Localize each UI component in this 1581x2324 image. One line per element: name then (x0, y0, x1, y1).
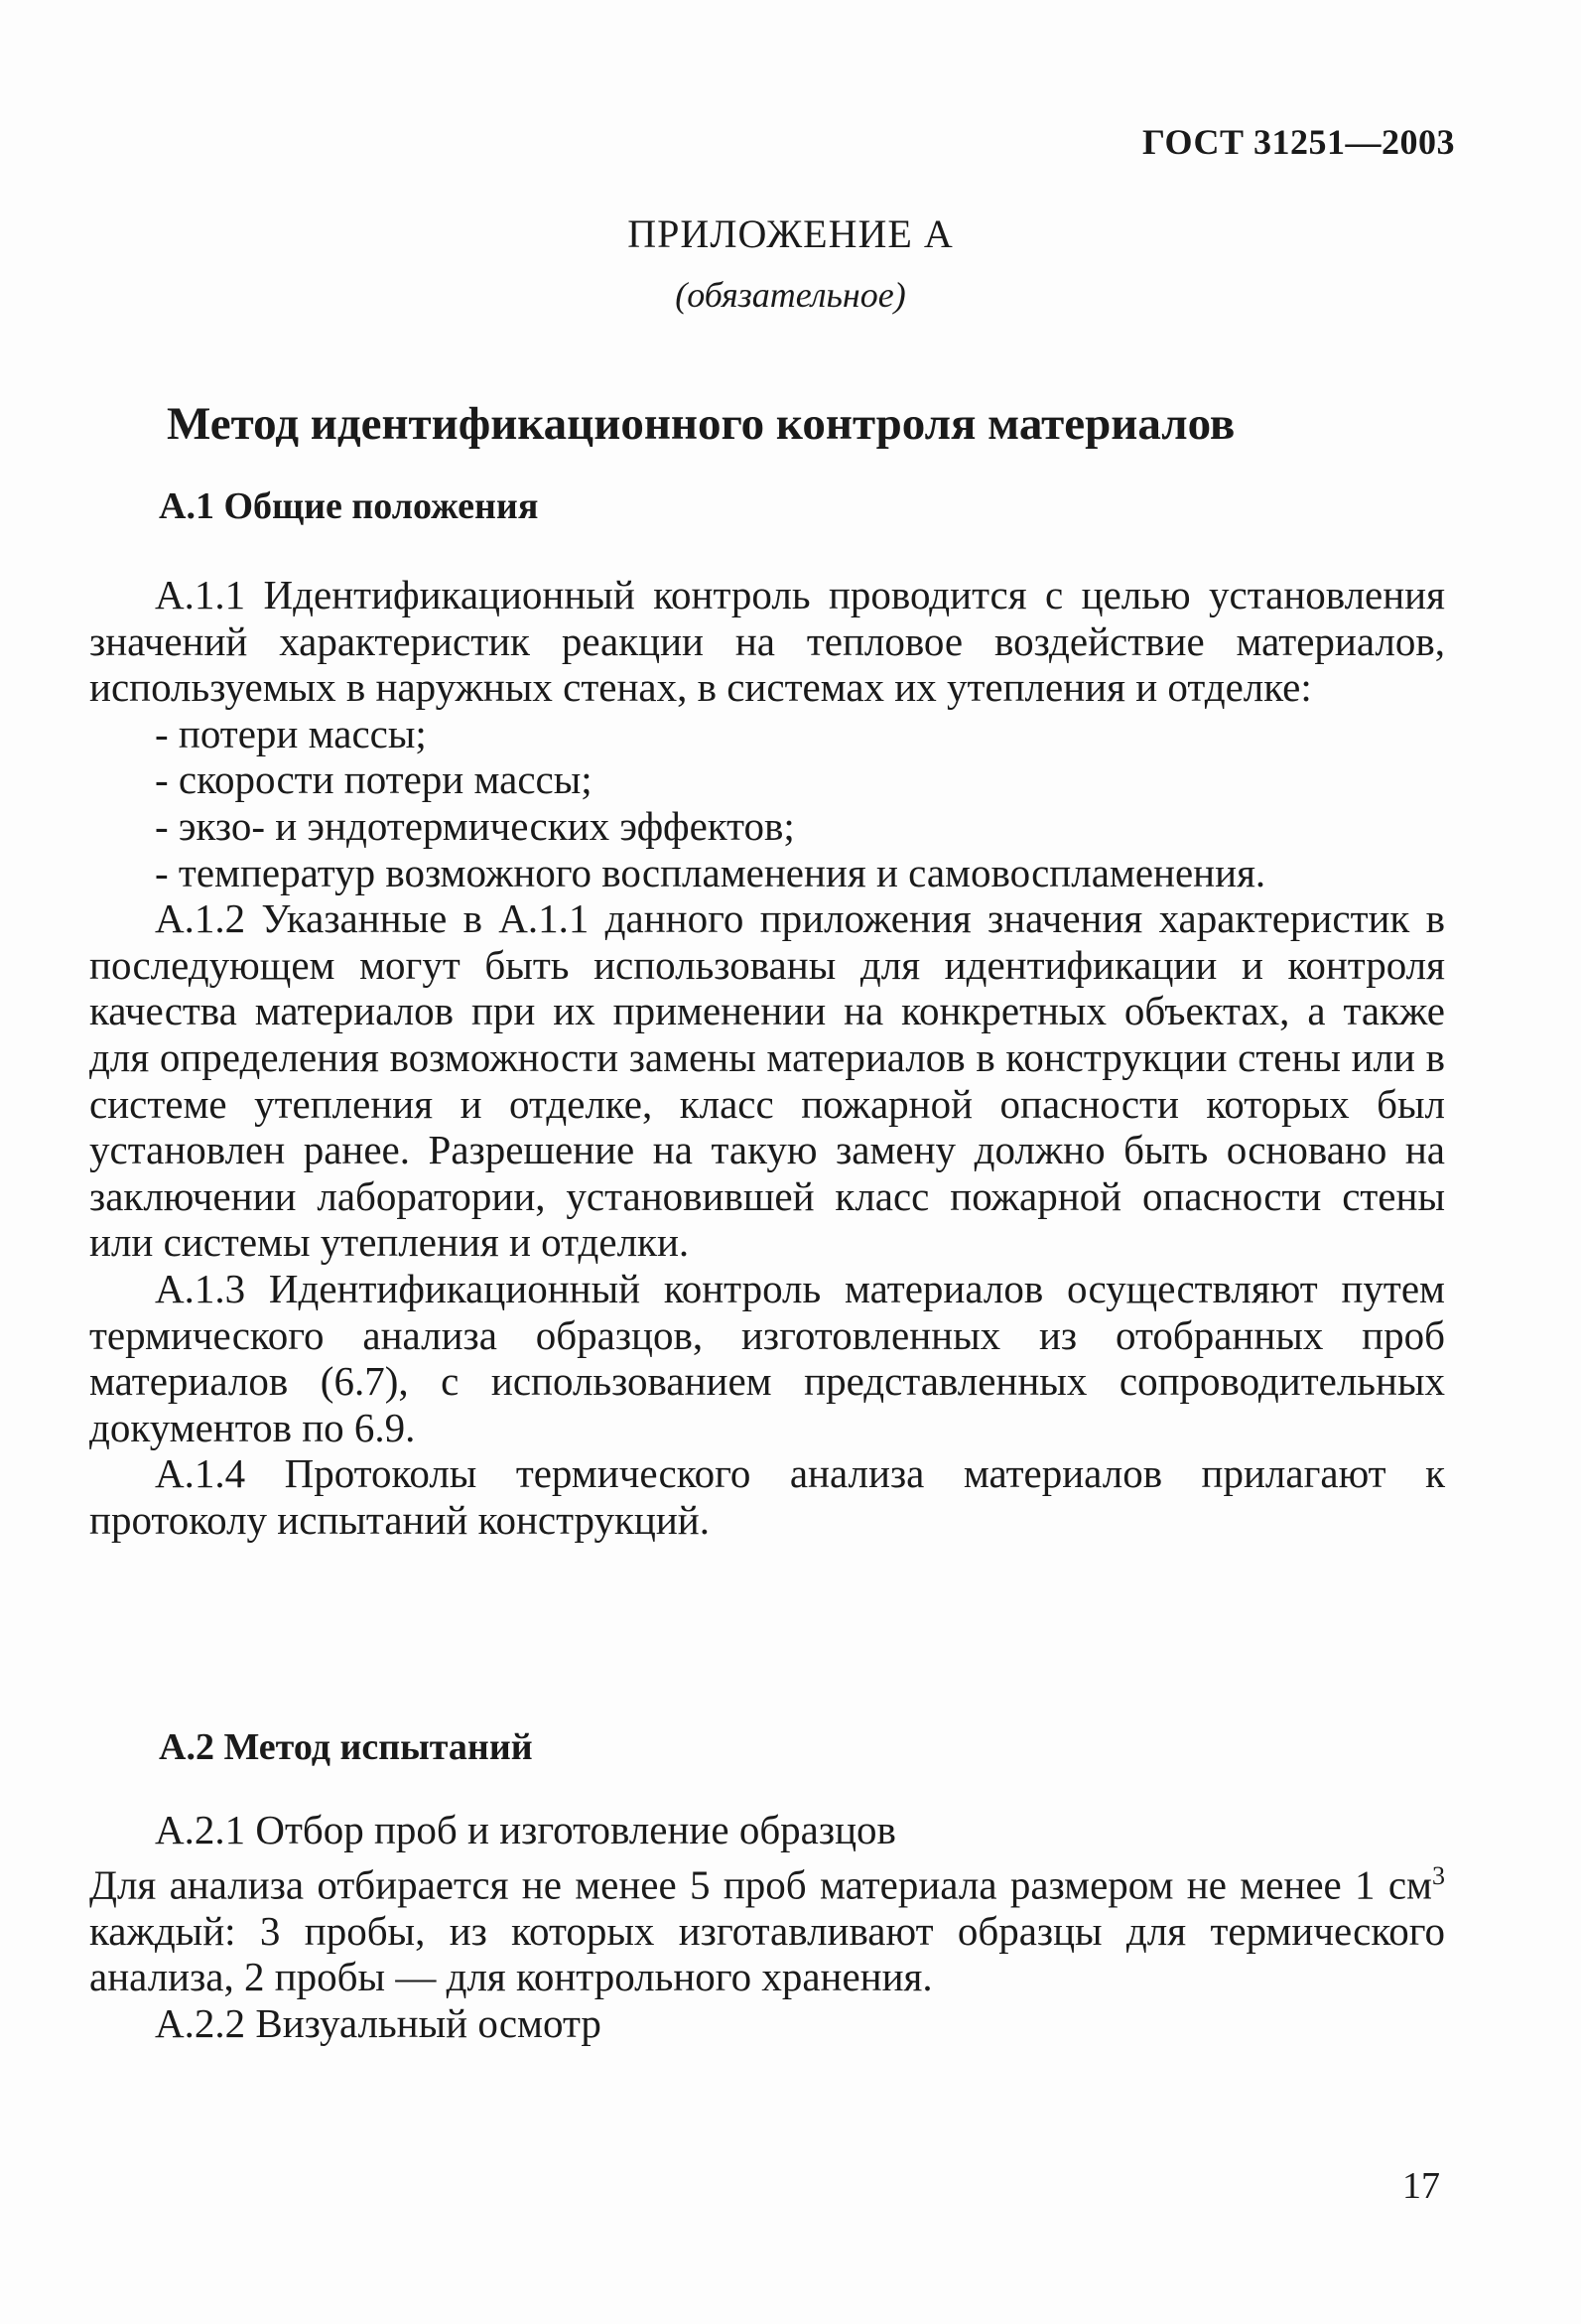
paragraph-a22-title: А.2.2 Визуальный осмотр (155, 2000, 601, 2047)
superscript-three: 3 (1432, 1860, 1445, 1890)
list-item: - скорости потери массы; (155, 756, 593, 803)
list-item: - потери массы; (155, 710, 427, 756)
paragraph-a13: А.1.3 Идентификационный контроль материалов осуществляют путем термического анализа образцов, изготовленных из отобранных проб материалов (6.7), с использованием представленных сопроводительных документов по 6.9. (89, 1265, 1445, 1450)
a21-body-text-continued: каждый: 3 пробы, из которых изготавливают образцы для термического анализа, 2 пробы — для контрольного хранения. (89, 1907, 1445, 2000)
page-number: 17 (1402, 2165, 1440, 2207)
section-heading-a1: А.1 Общие положения (159, 485, 539, 527)
appendix-title: ПРИЛОЖЕНИЕ А (627, 211, 954, 256)
paragraph-a14: А.1.4 Протоколы термического анализа материалов прилагают к протоколу испытаний конструкций. (89, 1450, 1445, 1543)
section-a2-body (89, 1807, 1445, 2047)
section-heading-a2: А.2 Метод испытаний (159, 1726, 533, 1768)
paragraph-a21-title: А.2.1 Отбор проб и изготовление образцов (155, 1807, 896, 1852)
paragraph-a21-body (89, 1853, 1445, 2000)
a21-body-text: Для анализа отбирается не менее 5 проб материала размером не менее 1 см (89, 1861, 1432, 1908)
main-heading: Метод идентификационного контроля материалов (167, 398, 1236, 450)
section-a1-body (89, 572, 1445, 1543)
paragraph-a11: А.1.1 Идентификационный контроль проводится с целью установления значений характеристик реакции на тепловое воздействие материалов, используемых в наружных стенах, в системах их утепления и отделке: (89, 572, 1445, 711)
list-item: - экзо- и эндотермических эффектов; (155, 802, 795, 849)
standard-code: ГОСТ 31251—2003 (1142, 122, 1455, 162)
list-item: - температур возможного воспламенения и самовоспламенения. (155, 849, 1266, 895)
paragraph-a12: А.1.2 Указанные в А.1.1 данного приложения значения характеристик в последующем могут быть использованы для идентификации и контроля качества материалов при их применении на конкретных объектах, а также для определения возможности замены материалов в конструкции стены или в системе утепления и отделке, класс пожарной опасности которых был установлен ранее. Разрешение на такую замену должно быть основано на заключении лаборатории, установившей класс пожарной опасности стены или системы утепления и отделки. (89, 895, 1445, 1266)
appendix-status: (обязательное) (675, 275, 906, 315)
